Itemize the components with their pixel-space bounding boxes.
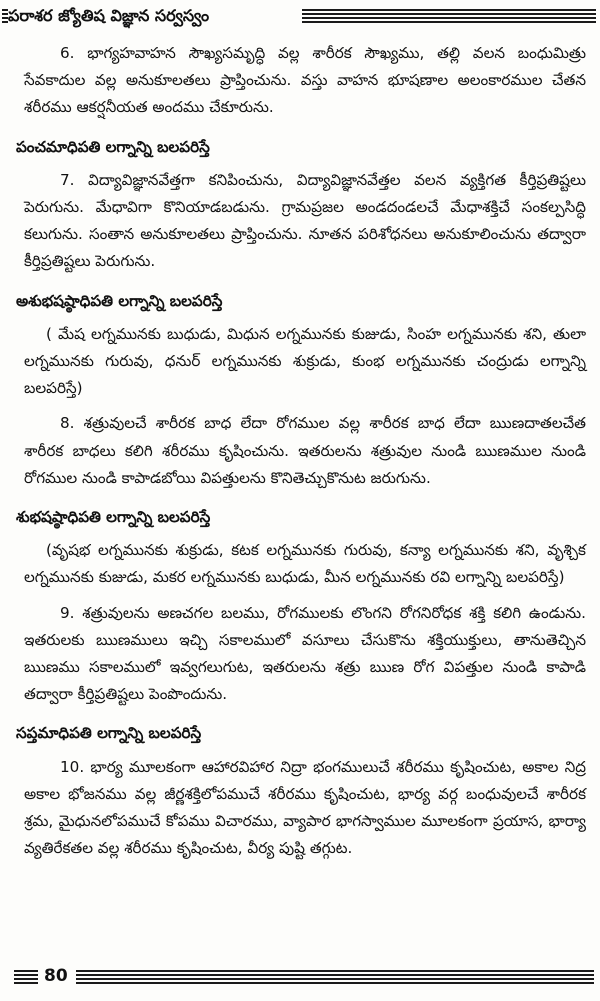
paragraph-6: 6. భాగ్యహవాహన సౌఖ్యసమృద్ధి వల్ల శారీరక సౌఖ్యము, తల్లి వలన బంధుమిత్రు సేవకాదుల వల్ల అనుకూలతలు ప్రాప్తించును. వస్తు వాహన భూషణాల అలంకారముల చేతన శరీరము ఆకర్షనీయత అందము చేకూరును. [24,44,586,117]
paragraph-8: 8. శత్రువులచే శారీరక బాధ లేదా రోగముల వల్ల శారీరక బాధ లేదా ఋణదాతలచేత శారీరక బాధలు కలిగి శరీరము కృషించును. ఇతరులను శత్రువుల నుండి ఋణముల నుండి రోగముల నుండి కాపాడబోయి విపత్తులను కొనితెచ్చుకొనుట జరుగును. [24,414,586,487]
footer-rule-right [76,970,594,984]
page-body [16,40,586,870]
heading-fifth-lord: పంచమాధిపతి లగ్నాన్ని బలపరిస్తే [16,137,210,156]
heading-malefic-sixth-lord: అశుభషష్ఠాధిపతి లగ్నాన్ని బలపరిస్తే [16,291,223,310]
paragraph-9: 9. శత్రువులను అణచగల బలము, రోగములకు లొంగని రోగనిరోధక శక్తి కలిగి ఉండును. ఇతరులకు ఋణములు ఇచ్చి సకాలములో వసూలు చేసుకొను శక్తియుక్తులు, తానుతెచ్చిన ఋణము సకాలములో ఇవ్వగలుగుట, ఇతరులను శత్రు ఋణ రోగ విపత్తుల నుండి కాపాడి తద్వారా కీర్తిప్రతిష్టలు పెంపొందును. [24,603,586,704]
heading-seventh-lord: సప్తమాధిపతి లగ్నాన్ని బలపరిస్తే [16,724,202,743]
page-header [0,0,600,32]
header-rule-right [302,9,596,23]
paragraph-10: 10. భార్య మూలకంగా ఆహారవిహార నిద్రా భంగములుచే శరీరము కృషించుట, అకాల నిద్ర అకాల భోజనము వల్ల జీర్ణశక్తిలోపముచే శరీరము కృషించుట, భార్య వర్గ బంధువులచే శారీరక శ్రమ, మైధునలోపముచే కోపము విచారము, వ్యాపార భాగస్వాముల మూలకంగా ప్రయాస, భార్యా వ్యతిరేకతల వల్ల శరీరము కృషించుట, వీర్య పుష్టి తగ్గుట. [24,757,586,858]
note-malefic-sixth-lord: ( మేష లగ్నమునకు బుధుడు, మిధున లగ్నమునకు కుజుడు, సింహ లగ్నమునకు శని, తులా లగ్నమునకు గురువు, ధనుర్ లగ్నమునకు శుక్రుడు, కుంభ లగ్నమునకు చంద్రుడు లగ్నాన్ని బలపరిస్తే) [24,324,586,398]
page-footer [0,962,600,992]
book-title: పరాశర జ్యోతిష విజ్ఞాన సర్వస్వం [8,6,210,25]
note-benefic-sixth-lord: (వృషభ లగ్నమునకు శుక్రుడు, కటక లగ్నమునకు గురువు, కన్యా లగ్నమునకు శని, వృశ్చిక లగ్నమునకు కుజుడు, మకర లగ్నమునకు బుధుడు, మీన లగ్నమునకు రవి లగ్నాన్ని బలపరిస్తే) [24,541,586,587]
page-number: 80 [44,966,68,986]
heading-benefic-sixth-lord: శుభషష్ఠాధిపతి లగ్నాన్ని బలపరిస్తే [16,508,211,527]
footer-rule-left [14,970,38,984]
paragraph-7: 7. విద్యావిజ్ఞానవేత్తగా కనిపించును, విద్యావిజ్ఞానవేత్తల వలన వ్యక్తిగత కీర్తిప్రతిష్టలు పెరుగును. మేధావిగా కొనియాడబడును. గ్రామప్రజల అండదండలచే మేధాశక్తిచే సంకల్పసిద్ధి కలుగును. సంతాన అనుకూలతలు ప్రాప్తించును. నూతన పరిశోధనలు అనుకూలించును తద్వారా కీర్తిప్రతిష్టలు పెరుగును. [24,170,586,271]
